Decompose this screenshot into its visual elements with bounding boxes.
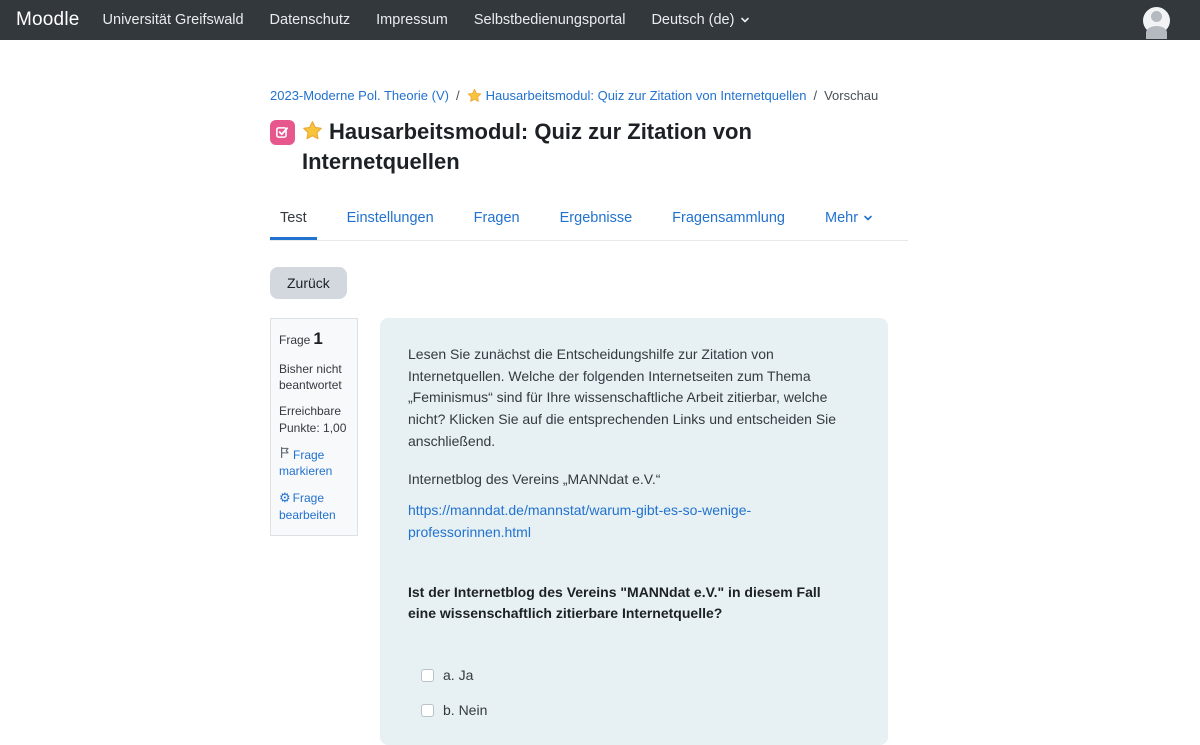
flag-icon <box>279 446 291 459</box>
answer-checkbox-a[interactable] <box>421 669 434 682</box>
star-icon <box>302 121 323 146</box>
nav-item-selbstbedienungsportal[interactable]: Selbstbedienungsportal <box>473 12 626 28</box>
question-link-line <box>408 500 860 543</box>
answer-checkbox-b[interactable] <box>421 704 434 717</box>
back-button[interactable]: Zurück <box>270 267 347 299</box>
answer-option-a[interactable] <box>421 665 860 687</box>
breadcrumb-current: Vorschau <box>824 87 879 103</box>
question-row <box>270 318 908 745</box>
top-navbar <box>0 0 1200 40</box>
breadcrumb <box>270 86 908 104</box>
question-number-line <box>279 328 349 351</box>
tab-mehr-label: Mehr <box>825 210 859 226</box>
avatar-head-shape <box>1151 11 1162 22</box>
flag-question-link[interactable] <box>279 446 349 479</box>
nav-item-universitaet-greifswald[interactable]: Universität Greifswald <box>102 12 244 28</box>
main-content <box>270 86 908 745</box>
nav-item-datenschutz[interactable]: Datenschutz <box>269 12 351 28</box>
page-title-text: Hausarbeitsmodul: Quiz zur Zitation von Internetquellen <box>302 119 752 174</box>
question-info-panel <box>270 318 358 536</box>
breadcrumb-quiz-link[interactable]: Hausarbeitsmodul: Quiz zur Zitation von Internetquellen <box>485 87 807 103</box>
tab-ergebnisse[interactable]: Ergebnisse <box>559 210 633 226</box>
answer-option-b[interactable] <box>421 700 860 722</box>
avatar-shoulders-shape <box>1146 26 1167 39</box>
external-source-link[interactable]: https://manndat.de/mannstat/warum-gibt-es-so-wenige-professorinnen.html <box>408 502 752 540</box>
page-title <box>302 117 822 177</box>
question-points: Erreichbare Punkte: 1,00 <box>279 404 347 435</box>
breadcrumb-separator: / <box>813 87 818 103</box>
tab-einstellungen[interactable]: Einstellungen <box>346 210 434 226</box>
question-source-label: Internetblog des Vereins „MANNdat e.V.“ <box>408 471 661 488</box>
quiz-activity-icon <box>270 120 295 145</box>
star-icon <box>467 88 482 106</box>
language-menu-label: Deutsch (de) <box>651 12 735 28</box>
chevron-down-icon <box>863 213 873 223</box>
edit-question-label: Frage bearbeiten <box>279 491 336 522</box>
title-row <box>270 117 908 177</box>
breadcrumb-course-link[interactable]: 2023-Moderne Pol. Theorie (V) <box>270 87 449 103</box>
chevron-down-icon <box>740 15 750 25</box>
question-intro-text: Lesen Sie zunächst die Entscheidungshilfe zur Zitation von Internetquellen. Welche der folgenden Internetseiten zum Thema „Feminismus“ sind für Ihre wissenschaftliche Arbeit zitierbar, welche nicht? Klicken Sie auf die entsprechenden Links und entscheiden Sie anschließend. <box>408 346 837 449</box>
question-prompt: Ist der Internetblog des Vereins "MANNdat e.V." in diesem Fall eine wissenschaftlich zitierbare Internetquelle? <box>408 583 821 622</box>
question-number-label: Frage <box>279 333 311 347</box>
moodle-brand[interactable]: Moodle <box>16 9 80 30</box>
flag-question-label: Frage markieren <box>279 447 333 478</box>
language-menu-toggle[interactable] <box>638 12 763 28</box>
breadcrumb-separator: / <box>455 87 460 103</box>
edit-question-link[interactable] <box>279 489 349 523</box>
quiz-tabs <box>270 201 908 241</box>
gear-icon: ⚙ <box>279 490 291 506</box>
nav-item-impressum[interactable]: Impressum <box>376 12 448 28</box>
user-avatar[interactable] <box>1143 7 1170 34</box>
answer-label-b: b. Nein <box>443 701 488 718</box>
tab-fragensammlung[interactable]: Fragensammlung <box>672 210 785 226</box>
question-body <box>380 318 888 745</box>
answer-label-a: a. Ja <box>443 666 474 683</box>
tab-mehr[interactable] <box>815 201 883 240</box>
question-number-value: 1 <box>313 329 323 348</box>
tab-fragen[interactable]: Fragen <box>473 210 520 226</box>
question-status: Bisher nicht beantwortet <box>279 361 342 393</box>
tab-test[interactable]: Test <box>270 201 317 240</box>
